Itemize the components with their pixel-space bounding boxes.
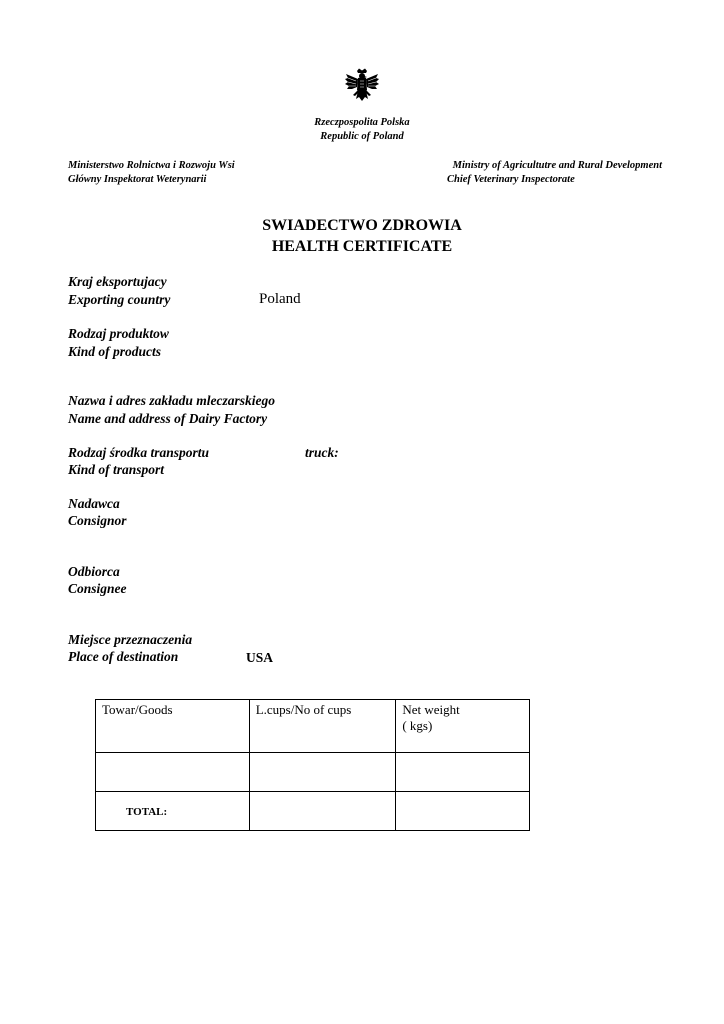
goods-column-header: Towar/Goods — [96, 700, 250, 753]
consignor-label-pl: Nadawca — [68, 496, 120, 511]
certificate-title-english: HEALTH CERTIFICATE — [271, 238, 453, 255]
goods-table — [95, 699, 530, 831]
ministry-english: Ministry of Agricultutre and Rural Development — [452, 160, 662, 171]
certificate-title-polish: SWIADECTWO ZDROWIA — [262, 217, 462, 234]
goods-cell[interactable] — [96, 753, 250, 792]
inspectorate-english: Chief Veterinary Inspectorate — [447, 174, 575, 185]
cups-cell[interactable] — [249, 753, 396, 792]
consignee-label-en: Consignee — [68, 581, 127, 596]
dairy-factory-label-en: Name and address of Dairy Factory — [68, 411, 268, 426]
exporting-country-value: Poland — [259, 291, 301, 307]
weight-column-header — [396, 700, 530, 753]
transport-label-en: Kind of transport — [68, 462, 165, 477]
exporting-country-label-pl: Kraj eksportujacy — [68, 274, 167, 289]
total-label: TOTAL: — [126, 805, 168, 818]
table-header-row — [96, 700, 530, 753]
table-total-row — [96, 792, 530, 831]
kind-products-label-pl: Rodzaj produktow — [68, 326, 169, 341]
country-name-polish: Rzeczpospolita Polska — [314, 117, 410, 128]
weight-header-line1: Net weight — [402, 702, 460, 717]
transport-label-pl: Rodzaj środka transportu — [68, 445, 210, 460]
table-row — [96, 753, 530, 792]
inspectorate-polish: Główny Inspektorat Weterynarii — [68, 174, 207, 185]
weight-cell[interactable] — [396, 753, 530, 792]
transport-value: truck: — [305, 445, 339, 460]
ministry-polish: Ministerstwo Rolnictwa i Rozwoju Wsi — [68, 160, 235, 171]
total-weight-cell[interactable] — [396, 792, 530, 831]
dairy-factory-label-pl: Nazwa i adres zakładu mleczarskiego — [68, 393, 276, 408]
cups-column-header: L.cups/No of cups — [249, 700, 396, 753]
consignee-label-pl: Odbiorca — [68, 564, 120, 579]
kind-products-label-en: Kind of products — [68, 344, 162, 359]
weight-header-line2: ( kgs) — [402, 718, 433, 733]
eagle-emblem-icon — [344, 68, 380, 106]
total-label-cell — [96, 792, 250, 831]
destination-label-en: Place of destination — [68, 649, 179, 664]
destination-value: USA — [246, 650, 274, 665]
destination-label-pl: Miejsce przeznaczenia — [68, 632, 193, 647]
exporting-country-label-en: Exporting country — [68, 292, 171, 307]
country-name-english: Republic of Poland — [320, 131, 404, 142]
total-cups-cell[interactable] — [249, 792, 396, 831]
consignor-label-en: Consignor — [68, 513, 127, 528]
